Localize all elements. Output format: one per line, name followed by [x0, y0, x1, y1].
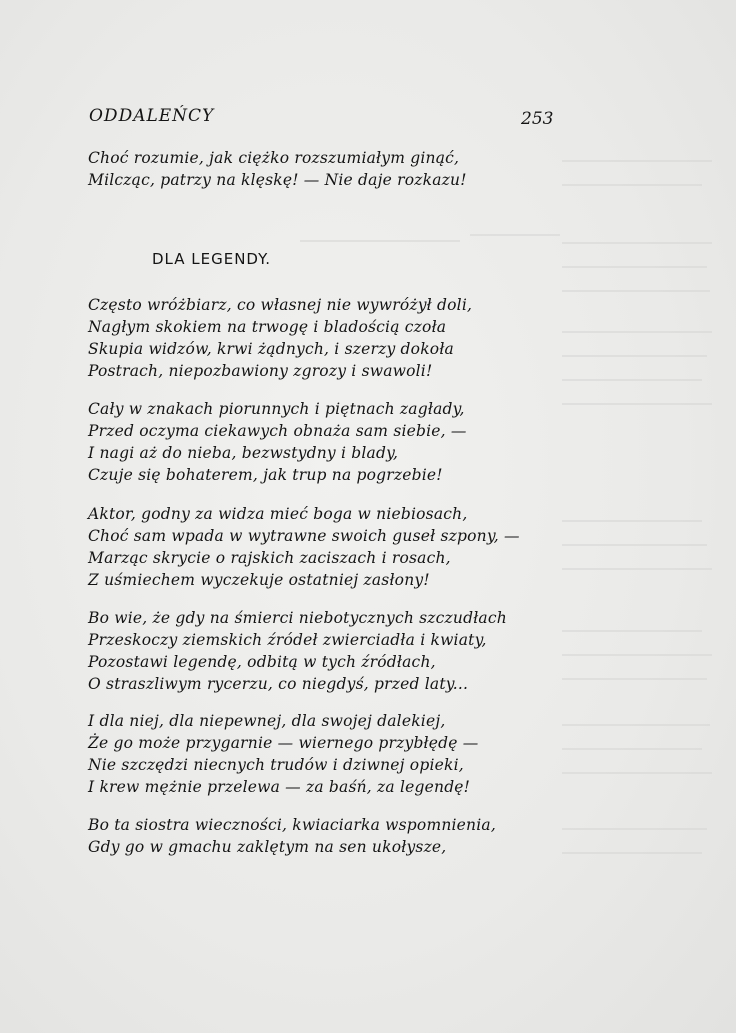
- stanza-1: [88, 294, 472, 382]
- verse-line: Czuje się bohaterem, jak trup na pogrzebie!: [88, 466, 443, 484]
- verse-line: Pozostawi legendę, odbitą w tych źródłach,: [88, 653, 436, 671]
- verse-line: I nagi aż do nieba, bezwstydny i blady,: [88, 444, 399, 462]
- verse-line: Marząc skrycie o rajskich zaciszach i rosach,: [88, 549, 451, 567]
- verse-line: Skupia widzów, krwi żądnych, i szerzy dokoła: [88, 340, 454, 358]
- stanza-5: [88, 710, 478, 798]
- verse-line: Bo ta siostra wieczności, kwiaciarka wspomnienia,: [88, 816, 496, 834]
- verse-line: Że go może przygarnie — wiernego przybłędę —: [88, 734, 479, 752]
- verse-line: O straszliwym rycerzu, co niegdyś, przed laty...: [88, 675, 469, 693]
- opening-stanza: [88, 147, 467, 191]
- verse-line: Często wróżbiarz, co własnej nie wywróżył doli,: [88, 296, 473, 314]
- verse-line: Gdy go w gmachu zaklętym na sen ukołysze,: [88, 838, 447, 856]
- verse-line: I krew mężnie przelewa — za baśń, za legendę!: [88, 778, 471, 796]
- verse-line: Postrach, niepozbawiony zgrozy i swawoli!: [88, 362, 433, 380]
- poem-title: DLA LEGENDY.: [152, 250, 272, 268]
- verse-line: Cały w znakach piorunnych i piętnach zagłady,: [88, 400, 465, 418]
- stanza-2: [88, 398, 467, 486]
- verse-line: Bo wie, że gdy na śmierci niebotycznych szczudłach: [88, 609, 507, 627]
- page-number: 253: [521, 109, 554, 129]
- stanza-3: [88, 503, 520, 591]
- verse-line: Przed oczyma ciekawych obnaża sam siebie, —: [88, 422, 467, 440]
- verse-line: Nagłym skokiem na trwogę i bladością czoła: [88, 318, 447, 336]
- verse-line: Z uśmiechem wyczekuje ostatniej zasłony!: [88, 571, 430, 589]
- verse-line: Choć rozumie, jak ciężko rozszumiałym ginąć,: [88, 149, 460, 167]
- verse-line: Nie szczędzi niecnych trudów i dziwnej opieki,: [88, 756, 464, 774]
- verse-line: Milcząc, patrzy na klęskę! — Nie daje rozkazu!: [88, 171, 467, 189]
- running-title: ODDALEŃCY: [89, 106, 215, 126]
- verse-line: Aktor, godny za widza mieć boga w niebiosach,: [88, 505, 468, 523]
- verse-line: Choć sam wpada w wytrawne swoich guseł szpony, —: [88, 527, 520, 545]
- stanza-4: [88, 607, 507, 695]
- verse-line: Przeskoczy ziemskich źródeł zwierciadła i kwiaty,: [88, 631, 487, 649]
- verse-line: I dla niej, dla niepewnej, dla swojej dalekiej,: [88, 712, 446, 730]
- stanza-6: [88, 814, 496, 858]
